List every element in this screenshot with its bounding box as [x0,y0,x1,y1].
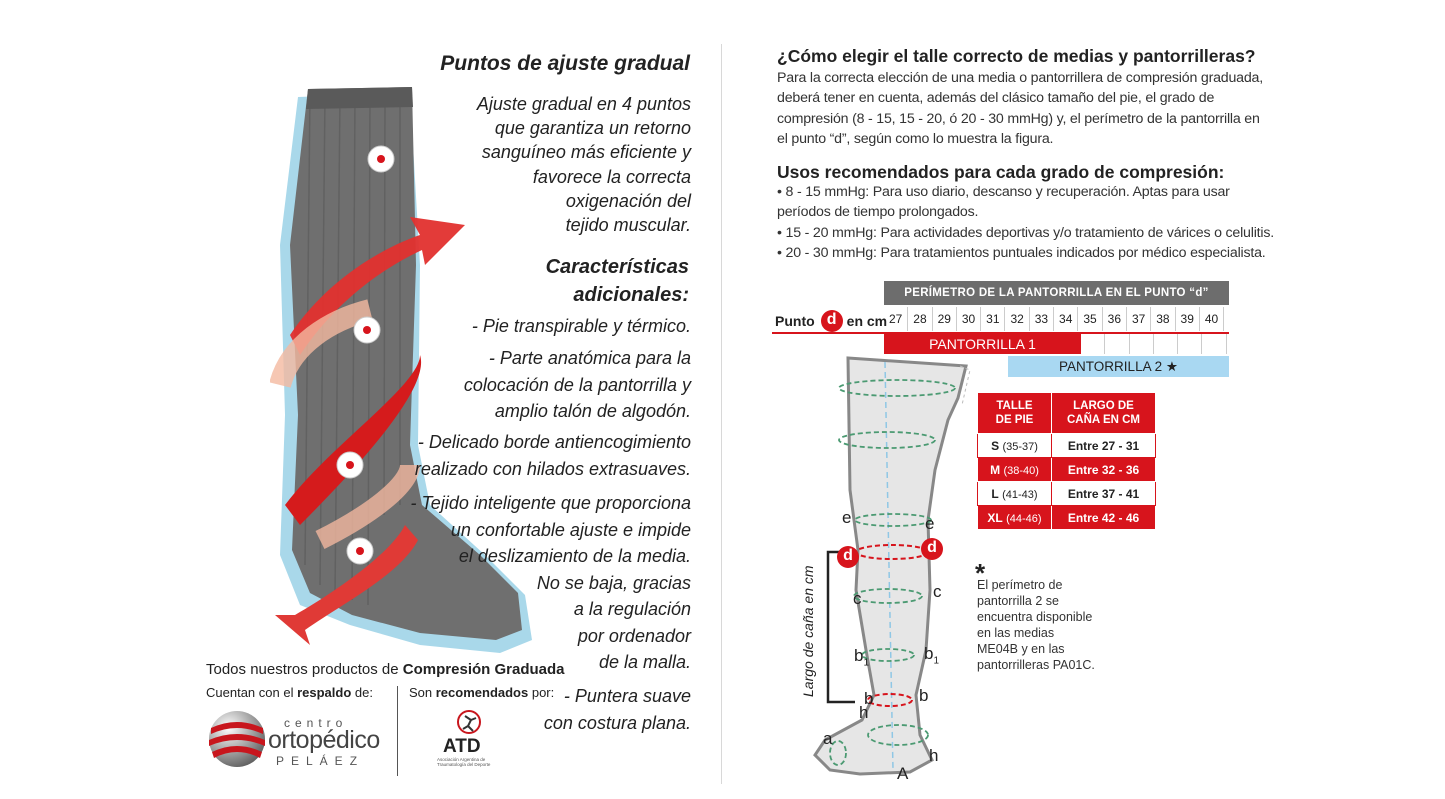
logo1-main-text: ortopédico [268,726,380,754]
length-header: LARGO DE CAÑA EN CM [1052,393,1156,434]
size-heading: ¿Cómo elegir el talle correcto de medias y pantorrilleras? [777,46,1256,66]
length-cell: Entre 32 - 36 [1052,458,1156,482]
punto-label: Punto d en cm [775,310,887,332]
size-row [978,506,1156,530]
endorsement-recommended: Son recomendados por: [409,685,555,700]
perimeter-number: 34 [1054,307,1078,331]
point-b1-right: $b_1$ [924,644,940,667]
size-cell: XL (44-46) [978,506,1052,530]
size-row [978,482,1156,506]
logo2-main-text: ATD [443,736,481,757]
perimeter-number: 39 [1176,307,1200,331]
logo1-bottom-text: PELÁEZ [276,754,365,768]
logo2-sub-text: Asociación Argentina de Traumatología del Deporte [437,757,491,767]
atd-logo [437,710,507,772]
feature-item: - Tejido inteligente que proporciona un confortable ajuste e impide el deslizamiento de la media. No se baja, gracias a la regulación por ordenador de la malla. [410,493,691,672]
perimeter-number: 32 [1005,307,1029,331]
pantorrilla-2-bar: PANTORRILLA 2 ★ [1008,356,1229,377]
point-A: A [897,764,909,783]
ortopedico-logo [206,708,391,770]
size-cell: L (41-43) [978,482,1052,506]
size-cell: M (38-40) [978,458,1052,482]
pantorrilla-1-bar: PANTORRILLA 1 [884,334,1081,354]
adjust-point-icon [368,146,394,172]
point-h-right: h [929,746,939,765]
perimeter-number: 38 [1151,307,1175,331]
perimeter-number: 30 [957,307,981,331]
logo-divider [397,686,398,776]
perimeter-number: 27 [884,307,908,331]
column-divider [721,44,722,784]
adjust-point-icon [347,538,373,564]
perimeter-number: 28 [908,307,932,331]
point-d-right: d [921,538,943,560]
logo-sphere-icon [206,708,268,770]
size-row [978,434,1156,458]
perimeter-number: 31 [981,307,1005,331]
length-cell: Entre 27 - 31 [1052,434,1156,458]
size-row [978,458,1156,482]
adjust-point-icon [337,452,363,478]
note-text: El perímetro de pantorrilla 2 se encuentra disponible en las medias ME04B y en las pantorrilleras PA01C. [977,578,1095,672]
point-c-left: c [853,589,862,608]
leg-axis-label: Largo de caña en cm [800,565,816,697]
uses-heading: Usos recomendados para cada grado de compresión: [777,162,1225,182]
perimeter-number: 36 [1103,307,1127,331]
feature-item: - Delicado borde antiencogimiento realizado con hilados extrasuaves. [414,432,691,479]
perimeter-numbers [884,307,1224,331]
point-a: a [823,729,833,748]
perimeter-number: 35 [1078,307,1102,331]
feature-item: - Puntera suave con costura plana. [543,686,691,733]
size-paragraph: Para la correcta elección de una media o pantorrillera de compresión graduada, deberá tener en cuenta, además del clásico tamaño del pie, el grado de compresión (8 - 15, 15 - 20, ó 20 - 30 mmHg) y, el perímetro de la pantorrilla en el punto “d”, según como lo muestra la figura. [777,70,1263,147]
intro-text: Ajuste gradual en 4 puntos que garantiza un retorno sanguíneo más eficiente y favorece la correcta oxigenación del tejido muscular. [476,94,691,236]
left-title: Puntos de ajuste gradual [440,52,690,75]
length-cell: Entre 37 - 41 [1052,482,1156,506]
point-b-right: b [919,686,929,705]
length-cell: Entre 42 - 46 [1052,506,1156,530]
empty-cells [1081,334,1227,354]
point-c-right: c [933,582,942,601]
point-h-left: h [859,703,869,722]
size-cell: S (35-37) [978,434,1052,458]
uses-list: • 8 - 15 mmHg: Para uso diario, descanso y recuperación. Aptas para usar períodos de tiempo prolongados. • 15 - 20 mmHg: Para actividades deportivas y/o tratamiento de várices o celulitis. • 20 - 30 mmHg: Para tratamientos puntuales indicados por médico especialista. [777,184,1274,261]
size-header: TALLE DE PIE [978,393,1052,434]
atd-figure-icon [455,710,483,736]
endorsement-line: Todos nuestros productos de Compresión Graduada [206,661,565,678]
endorsement-backing: Cuentan con el respaldo de: [206,685,373,700]
point-d-left: d [837,546,859,568]
note-star: * [975,558,986,588]
perimeter-number: 33 [1030,307,1054,331]
perimeter-header: PERÍMETRO DE LA PANTORRILLA EN EL PUNTO “d” [884,281,1229,305]
perimeter-number: 40 [1200,307,1224,331]
perimeter-number: 29 [933,307,957,331]
point-e-right: e [925,514,935,533]
feature-item: - Parte anatómica para la colocación de la pantorrilla y amplio talón de algodón. [463,348,691,421]
point-b-left: b [864,689,874,708]
point-b1-left: $b_1$ [854,646,870,669]
features-title: Características adicionales: [545,256,689,306]
size-table [977,392,1156,530]
adjust-point-icon [354,317,380,343]
feature-item: - Pie transpirable y térmico. [471,316,691,336]
perimeter-number: 37 [1127,307,1151,331]
logo1-top-text: centro [284,716,348,730]
point-e-left: e [842,508,852,527]
